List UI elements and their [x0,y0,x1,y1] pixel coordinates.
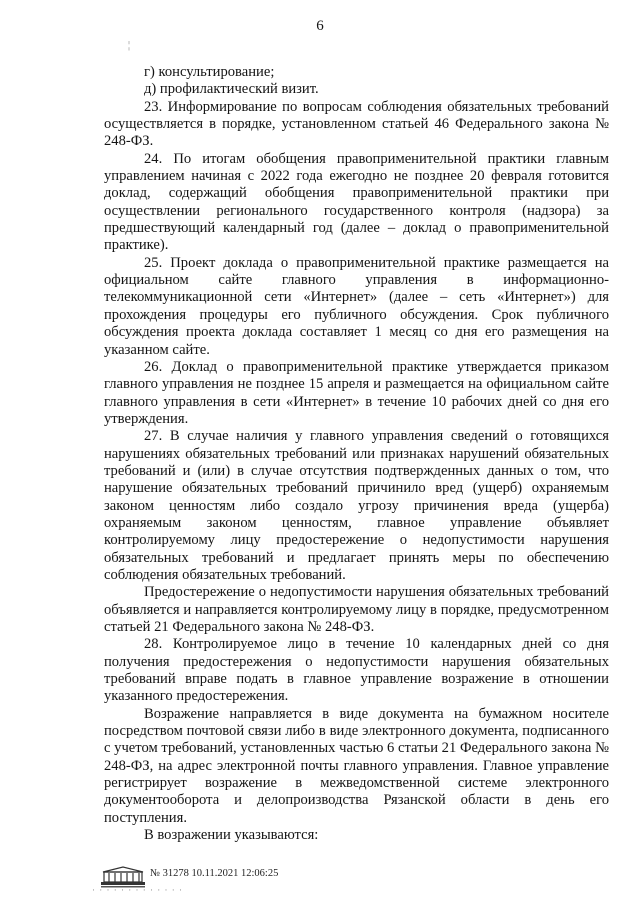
paragraph-objection-contents: В возражении указываются: [144,827,319,844]
scan-artifact-line: · · · · · · · · · · · · · [92,885,183,895]
paragraph-27: 27. В случае наличия у главного управления сведений о готовящихся нарушениях обязательных требований или признаках нарушений обязательных требований и (или) в случае отсутствия подтвержденных данных о том, что нарушение обязательных требований причинило вред (ущерб) охраняемым законом ценностям либо создало угрозу причинения вреда (ущерба) охраняемым законом ценностям, главное управление объявляет контролируемому лицу предостережение о недопустимости нарушения обязательных требований и предлагает принять меры по обеспечению соблюдения обязательных требований. [104,428,609,583]
paragraph-26: 26. Доклад о правоприменительной практике утверждается приказом главного управления не позднее 15 апреля и размещается на официальном сайте главного управления в сети «Интернет» в течение 10 рабочих дней со дня его утверждения. [104,358,609,427]
paragraph-objection: Возражение направляется в виде документа на бумажном носителе посредством почтовой связи либо в виде электронного документа, подписанного с учетом требований, установленных частью 6 статьи 21 Федерального закона № 248-ФЗ, на адрес электронной почты главного управления. Главное управление регистрирует возражение в межведомственной системе электронного документооборота и делопроизводства Рязанской области в день его поступления. [104,705,609,826]
paragraph-24: 24. По итогам обобщения правоприменительной практики главным управлением начиная с 2022 года ежегодно не позднее 20 февраля готовится доклад, содержащий обобщения правоприменительной практики при осуществлении регионального государственного контроля (надзора) за предшествующий календарный год (далее – доклад о правоприменительной практике). [104,150,609,254]
registration-number: № 31278 10.11.2021 12:06:25 [150,868,279,879]
page-number: 6 [316,18,324,34]
paragraph-25: 25. Проект доклада о правоприменительной практике размещается на официальном сайте главного управления в информационно-телекоммуникационной сети «Интернет» (далее – сеть «Интернет») для прохождения процедуры его публичного обсуждения. Срок публичного обсуждения проекта доклада составляет 1 месяц со дня его размещения на указанном сайте. [104,254,609,358]
paragraph-23: 23. Информирование по вопросам соблюдения обязательных требований осуществляется в порядке, установленном статьей 46 Федерального закона № 248-ФЗ. [104,98,609,150]
list-item: д) профилактический визит. [144,81,319,98]
paragraph-28: 28. Контролируемое лицо в течение 10 календарных дней со дня получения предостережения о недопустимости нарушения обязательных требований вправе подать в главное управление возражение в отношении указанного предостережения. [104,636,609,705]
paragraph-warning: Предостережение о недопустимости нарушения обязательных требований объявляется и направляется контролируемому лицу в порядке, предусмотренном статьей 21 Федерального закона № 248-ФЗ. [104,584,609,635]
document-body [104,64,609,844]
scan-artifact: ¦ [128,40,131,51]
list-item: г) консультирование; [144,64,275,80]
